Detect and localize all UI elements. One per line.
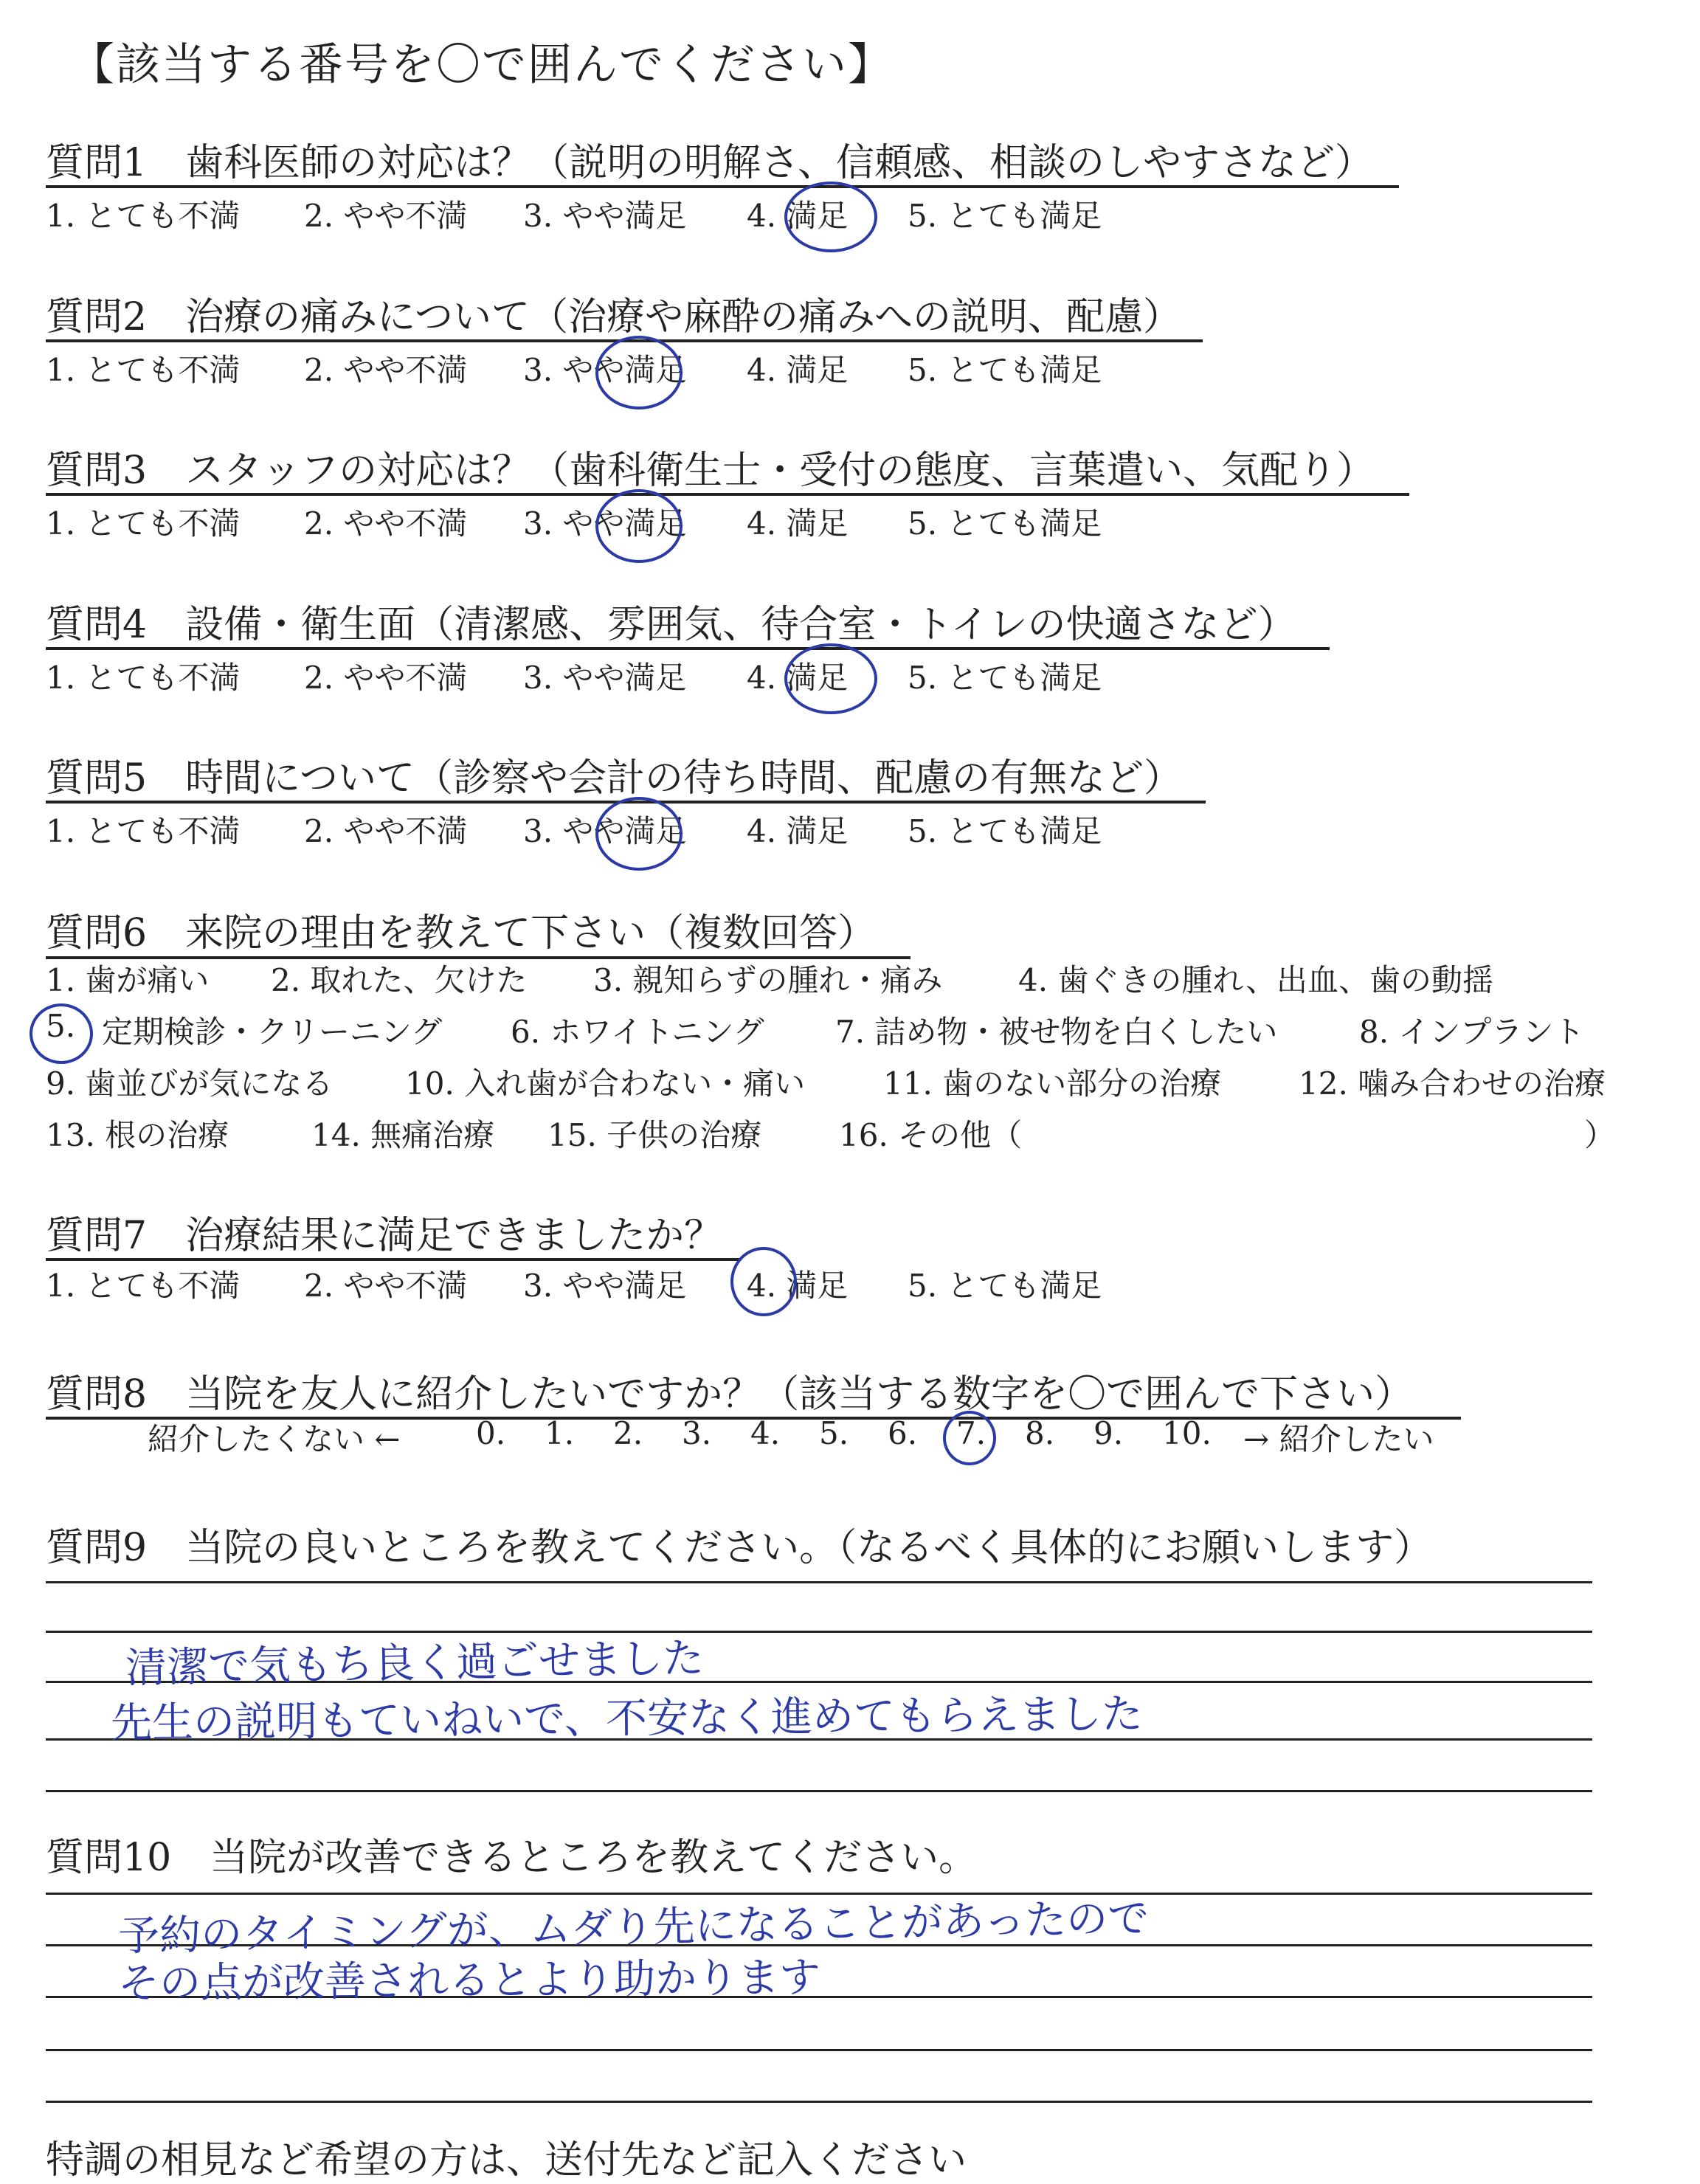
option-3[interactable]: 3. やや満足 [523, 505, 687, 542]
option-2[interactable]: 2. やや不満 [304, 352, 468, 388]
option-2[interactable]: 2. やや不満 [304, 813, 468, 849]
q10-rule [46, 2101, 1592, 2103]
q10-title: 質問10 当院が改善できるところを教えてください。 [46, 1836, 978, 1880]
q6-option[interactable]: 10. 入れ歯が合わない・痛い [405, 1065, 806, 1102]
q6-option[interactable]: 3. 親知らずの腫れ・痛み [593, 962, 943, 998]
q6-option[interactable]: 4. 歯ぐきの腫れ、出血、歯の動揺 [1018, 962, 1493, 998]
option-3[interactable]: 3. やや満足 [523, 1268, 687, 1304]
option-5[interactable]: 5. とても満足 [908, 505, 1102, 542]
q8-number[interactable]: 5. [819, 1415, 849, 1451]
q6-option[interactable]: 6. ホワイトニング [511, 1014, 764, 1050]
option-2[interactable]: 2. やや不満 [304, 505, 468, 542]
option-2[interactable]: 2. やや不満 [304, 660, 468, 696]
q6-option[interactable]: ） [1584, 1117, 1616, 1153]
q6-option[interactable]: 5. [46, 1008, 76, 1044]
q6-option[interactable]: 1. 歯が痛い [46, 962, 210, 998]
q6-option[interactable]: 11. 歯のない部分の治療 [883, 1065, 1222, 1102]
q6-option[interactable]: 15. 子供の治療 [547, 1117, 762, 1153]
q2-title: 質問2 治療の痛みについて（治療や麻酔の痛みへの説明、配慮） [46, 295, 1182, 339]
q8-number[interactable]: 7. [956, 1415, 987, 1451]
option-5[interactable]: 5. とても満足 [908, 198, 1102, 234]
q5-title: 質問5 時間について（診察や会計の待ち時間、配慮の有無など） [46, 756, 1183, 801]
q6-option[interactable]: 13. 根の治療 [46, 1117, 229, 1153]
q8-number[interactable]: 9. [1093, 1415, 1124, 1451]
option-1[interactable]: 1. とても不満 [46, 813, 241, 849]
option-4[interactable]: 4. 満足 [747, 813, 849, 849]
option-3[interactable]: 3. やや満足 [523, 198, 687, 234]
option-1[interactable]: 1. とても不満 [46, 660, 241, 696]
q9-rule [46, 1790, 1592, 1792]
form-heading: 【該当する番号を〇で囲んでください】 [70, 39, 894, 91]
option-3[interactable]: 3. やや満足 [523, 352, 687, 388]
option-1[interactable]: 1. とても不満 [46, 505, 241, 542]
q6-option[interactable]: 7. 詰め物・被せ物を白くしたい [835, 1014, 1278, 1050]
q9-title: 質問9 当院の良いところを教えてください。（なるべく具体的にお願いします） [46, 1526, 1433, 1570]
q8-number[interactable]: 2. [613, 1415, 643, 1451]
option-4[interactable]: 4. 満足 [747, 505, 849, 542]
option-5[interactable]: 5. とても満足 [908, 813, 1102, 849]
option-4[interactable]: 4. 満足 [747, 1268, 849, 1304]
q10-answer-line-1: 予約のタイミングが、ムダり先になることがあったので [117, 1894, 1150, 1961]
q3-underline [46, 493, 1409, 496]
q6-option[interactable]: 2. 取れた、欠けた [271, 962, 528, 998]
option-5[interactable]: 5. とても満足 [908, 660, 1102, 696]
option-3[interactable]: 3. やや満足 [523, 660, 687, 696]
q8-number[interactable]: 10. [1162, 1415, 1212, 1451]
q6-option[interactable]: 8. インプラント [1359, 1014, 1585, 1050]
q8-number[interactable]: 4. [750, 1415, 781, 1451]
answer-circle [943, 1411, 996, 1465]
option-3[interactable]: 3. やや満足 [523, 813, 687, 849]
option-5[interactable]: 5. とても満足 [908, 352, 1102, 388]
q7-underline [46, 1258, 739, 1261]
q8-title: 質問8 当院を友人に紹介したいですか？（該当する数字を〇で囲んで下さい） [46, 1372, 1414, 1417]
q9-answer-line-1: 清潔で気もち良く過ごせました [125, 1634, 705, 1693]
option-2[interactable]: 2. やや不満 [304, 1268, 468, 1304]
answer-circle [595, 797, 683, 871]
q1-title: 質問1 歯科医師の対応は？（説明の明解さ、信頼感、相談のしやすさなど） [46, 141, 1374, 185]
q6-option[interactable]: 14. 無痛治療 [311, 1117, 495, 1153]
q8-number[interactable]: 6. [888, 1415, 918, 1451]
q10-answer-line-2: その点が改善されるとより助かります [117, 1953, 821, 2008]
q1-underline [46, 185, 1399, 188]
q8-number[interactable]: 1. [545, 1415, 575, 1451]
option-1[interactable]: 1. とても不満 [46, 1268, 241, 1304]
answer-circle [595, 489, 683, 563]
answer-circle [784, 643, 877, 714]
answer-circle [30, 1003, 93, 1064]
q6-option[interactable]: 9. 歯並びが気になる [46, 1065, 334, 1102]
q9-answer-line-2: 先生の説明もていねいで、不安なく進めてもらえました [110, 1690, 1144, 1748]
q10-rule [46, 2049, 1592, 2051]
q9-rule [46, 1581, 1592, 1583]
q8-number[interactable]: 8. [1025, 1415, 1055, 1451]
option-5[interactable]: 5. とても満足 [908, 1268, 1102, 1304]
option-4[interactable]: 4. 満足 [747, 198, 849, 234]
option-4[interactable]: 4. 満足 [747, 352, 849, 388]
option-1[interactable]: 1. とても不満 [46, 198, 241, 234]
q7-title: 質問7 治療結果に満足できましたか？ [46, 1214, 723, 1258]
q3-title: 質問3 スタッフの対応は？（歯科衛生士・受付の態度、言葉遣い、気配り） [46, 449, 1375, 493]
option-4[interactable]: 4. 満足 [747, 660, 849, 696]
q6-option[interactable]: 16. その他（ [839, 1117, 1023, 1153]
q8-left-label: 紹介したくない ← [148, 1421, 401, 1457]
option-2[interactable]: 2. やや不満 [304, 198, 468, 234]
q6-option[interactable]: 12. 噛み合わせの治療 [1299, 1065, 1606, 1102]
q6-option[interactable]: 定期検診・クリーニング [102, 1014, 443, 1050]
answer-circle [784, 182, 877, 252]
q8-number[interactable]: 3. [682, 1415, 712, 1451]
answer-circle [730, 1247, 797, 1316]
option-1[interactable]: 1. とても不満 [46, 352, 241, 388]
q4-title: 質問4 設備・衛生面（清潔感、雰囲気、待合室・トイレの快適さなど） [46, 603, 1296, 647]
q8-right-label: → 紹介したい [1243, 1421, 1434, 1457]
q6-title: 質問6 来院の理由を教えて下さい（複数回答） [46, 911, 877, 956]
footer-partial-text: 特調の相見など希望の方は、送付先など記入ください [46, 2138, 967, 2183]
q4-underline [46, 647, 1330, 650]
answer-circle [595, 336, 683, 410]
q8-number[interactable]: 0. [476, 1415, 506, 1451]
